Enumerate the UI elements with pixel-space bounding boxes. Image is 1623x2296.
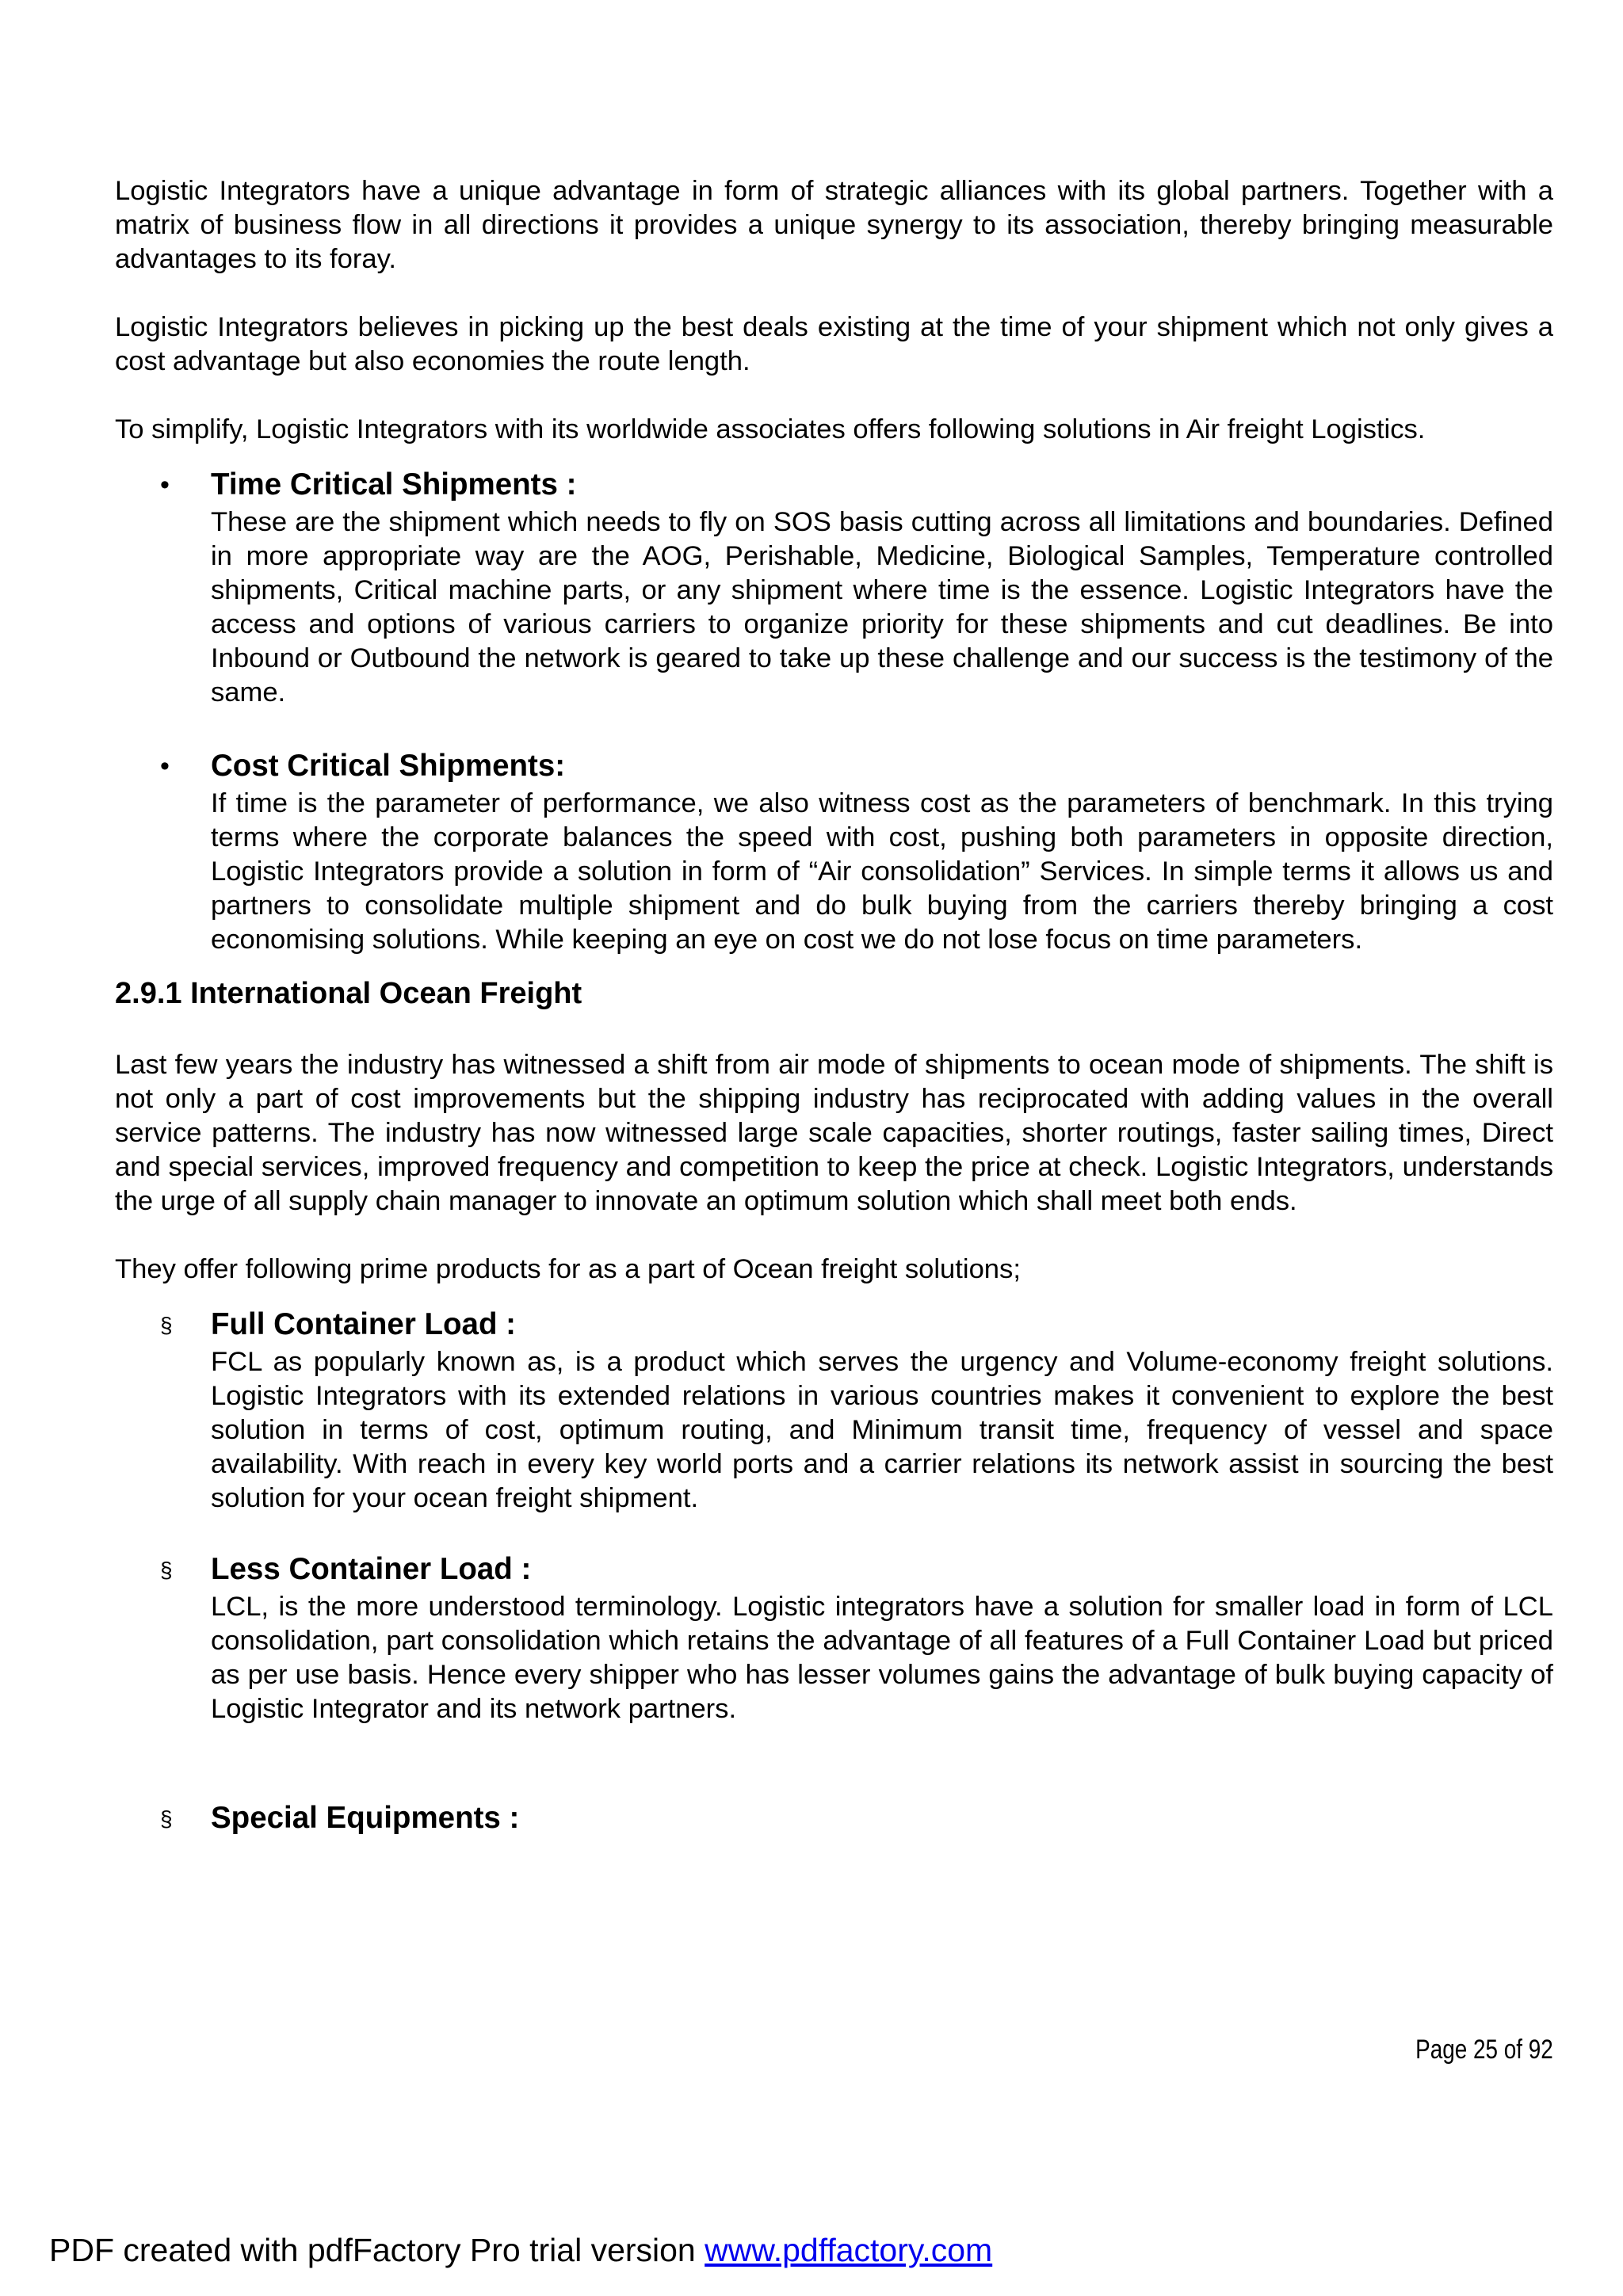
item-title: Special Equipments : [211,1801,520,1835]
item-title: Full Container Load : [211,1307,516,1341]
ocean-paragraph-2: They offer following prime products for as a part of Ocean freight solutions; [115,1254,1021,1284]
item-title: Time Critical Shipments : [211,467,577,502]
list-item-full-container [115,1304,1553,1516]
bullet-icon: • [160,470,170,500]
section-heading: 2.9.1 International Ocean Freight [115,977,582,1010]
item-title: Less Container Load : [211,1552,532,1586]
footer-link[interactable]: www.pdffactory.com [705,2232,993,2268]
item-body: FCL as popularly known as, is a product which serves the urgency and Volume-economy freight solutions. Logistic Integrators with its extended relations in various countries makes it convenient to explore the best solution in terms of cost, optimum routing, and Minimum transit time, frequency of vessel and space availability. With reach in every key world ports and a carrier relations its network assist in sourcing the best solution for your ocean freight shipment. [211,1347,1553,1513]
intro-paragraph-3: To simplify, Logistic Integrators with its worldwide associates offers following solutions in Air freight Logistics. [115,414,1426,444]
item-body: These are the shipment which needs to fly on SOS basis cutting across all limitations and boundaries. Defined in more appropriate way are the AOG, Perishable, Medicine, Biological Samples, Temperature controlled shipments, Critical machine parts, or any shipment where time is the essence. Logistic Integrators have the access and options of various carriers to organize priority for these shipments and cut deadlines. Be into Inbound or Outbound the network is geared to take up these challenge and our success is the testimony of the same. [211,507,1553,707]
page-number: Page 25 of 92 [1415,2035,1553,2065]
section-sign-icon: § [160,1806,173,1831]
section-sign-icon: § [160,1313,173,1337]
list-item-special-equipments [115,1798,1553,1839]
item-body: LCL, is the more understood terminology. Logistic integrators have a solution for smaller load in form of LCL consolidation, part consolidation which retains the advantage of all features of a Full Container Load but priced as per use basis. Hence every shipper who has lesser volumes gains the advantage of bulk buying capacity of Logistic Integrator and its network partners. [211,1592,1553,1724]
item-body: If time is the parameter of performance, we also witness cost as the parameters of benchmark. In this trying terms where the corporate balances the speed with cost, pushing both parameters in opposite direction, Logistic Integrators provide a solution in form of “Air consolidation” Services. In simple terms it allows us and partners to consolidate multiple shipment and do bulk buying from the carriers thereby bringing a cost economising solutions. While keeping an eye on cost we do not lose focus on time parameters. [211,788,1553,955]
list-item-cost-critical [115,746,1553,957]
list-item-time-critical [115,464,1553,710]
item-title: Cost Critical Shipments: [211,749,566,783]
ocean-paragraph-1: Last few years the industry has witnessed a shift from air mode of shipments to ocean mode of shipments. The shift is not only a part of cost improvements but the shipping industry has reciprocated with adding values in the overall service patterns. The industry has now witnessed large scale capacities, shorter routings, faster sailing times, Direct and special services, improved frequency and competition to keep the price at check. Logistic Integrators, understands the urge of all supply chain manager to innovate an optimum solution which shall meet both ends. [115,1050,1553,1216]
footer-text: PDF created with pdfFactory Pro trial version [49,2232,705,2268]
bullet-icon: • [160,751,170,781]
list-item-less-container [115,1549,1553,1726]
page-content [115,174,1553,1839]
intro-paragraph-2: Logistic Integrators believes in picking up the best deals existing at the time of your shipment which not only gives a cost advantage but also economies the route length. [115,312,1553,376]
pdf-footer [49,2230,992,2270]
intro-paragraph-1: Logistic Integrators have a unique advantage in form of strategic alliances with its global partners. Together with a matrix of business flow in all directions it provides a unique synergy to its association, thereby bringing measurable advantages to its foray. [115,176,1553,274]
section-sign-icon: § [160,1558,173,1582]
